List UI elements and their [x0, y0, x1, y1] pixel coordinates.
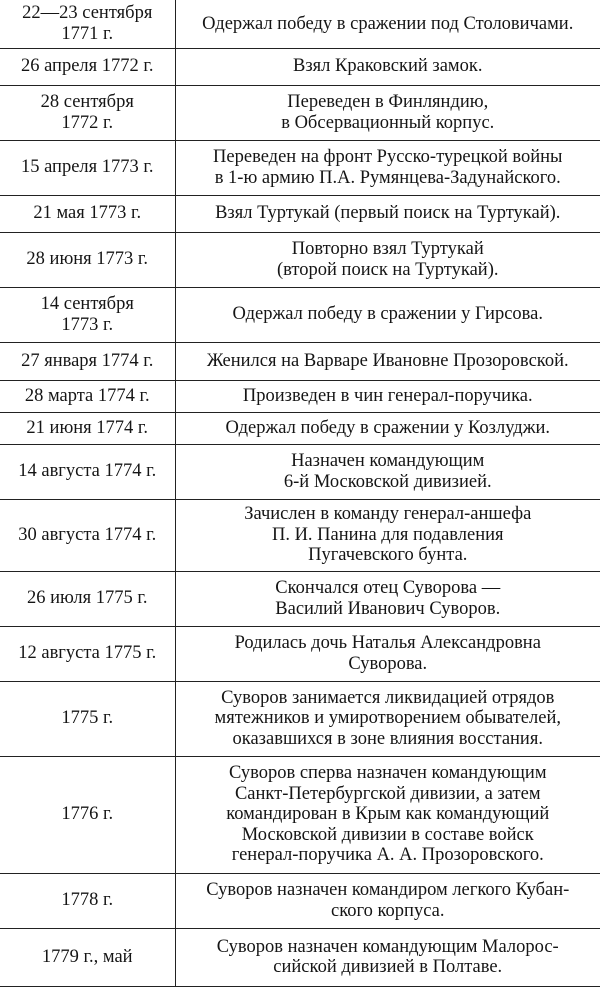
date-cell: 26 июля 1775 г.	[0, 571, 175, 626]
table-row	[0, 48, 600, 85]
event-cell: Зачислен в команду генерал-аншефа П. И. Панина для подавления Пугачевского бунта.	[175, 499, 600, 571]
date-cell: 14 сентября 1773 г.	[0, 287, 175, 342]
table-row	[0, 85, 600, 140]
table-row	[0, 287, 600, 342]
table-row	[0, 195, 600, 232]
date-cell: 27 января 1774 г.	[0, 342, 175, 380]
date-cell: 28 июня 1773 г.	[0, 232, 175, 287]
event-cell: Назначен командующим 6-й Московской дивизией.	[175, 444, 600, 499]
date-cell: 22—23 сентября 1771 г.	[0, 0, 175, 48]
date-cell: 21 мая 1773 г.	[0, 195, 175, 232]
table-row	[0, 232, 600, 287]
event-cell: Одержал победу в сражении под Столовичами.	[175, 0, 600, 48]
event-cell: Суворов сперва назначен командующим Санкт-Петербургской дивизии, а затем командирован в Крым как командующий Московской дивизии в составе войск генерал-поручика А. А. Прозоровского.	[175, 756, 600, 873]
event-cell: Произведен в чин генерал-поручика.	[175, 380, 600, 412]
date-cell: 15 апреля 1773 г.	[0, 140, 175, 195]
table-row	[0, 756, 600, 873]
table-row	[0, 928, 600, 986]
event-cell: Одержал победу в сражении у Козлуджи.	[175, 412, 600, 444]
date-cell: 21 июня 1774 г.	[0, 412, 175, 444]
table-row	[0, 380, 600, 412]
table-row	[0, 444, 600, 499]
event-cell: Переведен на фронт Русско-турецкой войны в 1-ю армию П.А. Румянцева-Задунайского.	[175, 140, 600, 195]
table-row	[0, 681, 600, 756]
date-cell: 14 августа 1774 г.	[0, 444, 175, 499]
date-cell: 26 апреля 1772 г.	[0, 48, 175, 85]
event-cell: Суворов занимается ликвидацией отрядов мятежников и умиротворением обывателей, оказавшихся в зоне влияния восстания.	[175, 681, 600, 756]
event-cell: Одержал победу в сражении у Гирсова.	[175, 287, 600, 342]
date-cell: 1778 г.	[0, 873, 175, 928]
table-row	[0, 499, 600, 571]
table-row	[0, 626, 600, 681]
event-cell: Суворов назначен командиром легкого Кубан- ского корпуса.	[175, 873, 600, 928]
table-row	[0, 342, 600, 380]
table-row	[0, 0, 600, 48]
date-cell: 1775 г.	[0, 681, 175, 756]
event-cell: Женился на Варваре Ивановне Прозоровской.	[175, 342, 600, 380]
table-row	[0, 873, 600, 928]
event-cell: Родилась дочь Наталья Александровна Суворова.	[175, 626, 600, 681]
date-cell: 30 августа 1774 г.	[0, 499, 175, 571]
event-cell: Повторно взял Туртукай (второй поиск на Туртукай).	[175, 232, 600, 287]
table-row	[0, 571, 600, 626]
event-cell: Взял Туртукай (первый поиск на Туртукай).	[175, 195, 600, 232]
event-cell: Суворов назначен командующим Малорос- сийской дивизией в Полтаве.	[175, 928, 600, 986]
date-cell: 12 августа 1775 г.	[0, 626, 175, 681]
date-cell: 1776 г.	[0, 756, 175, 873]
event-cell: Взял Краковский замок.	[175, 48, 600, 85]
table-row	[0, 140, 600, 195]
date-cell: 28 марта 1774 г.	[0, 380, 175, 412]
event-cell: Скончался отец Суворова — Василий Иванович Суворов.	[175, 571, 600, 626]
date-cell: 1779 г., май	[0, 928, 175, 986]
date-cell: 28 сентября 1772 г.	[0, 85, 175, 140]
event-cell: Переведен в Финляндию, в Обсервационный корпус.	[175, 85, 600, 140]
table-row	[0, 412, 600, 444]
